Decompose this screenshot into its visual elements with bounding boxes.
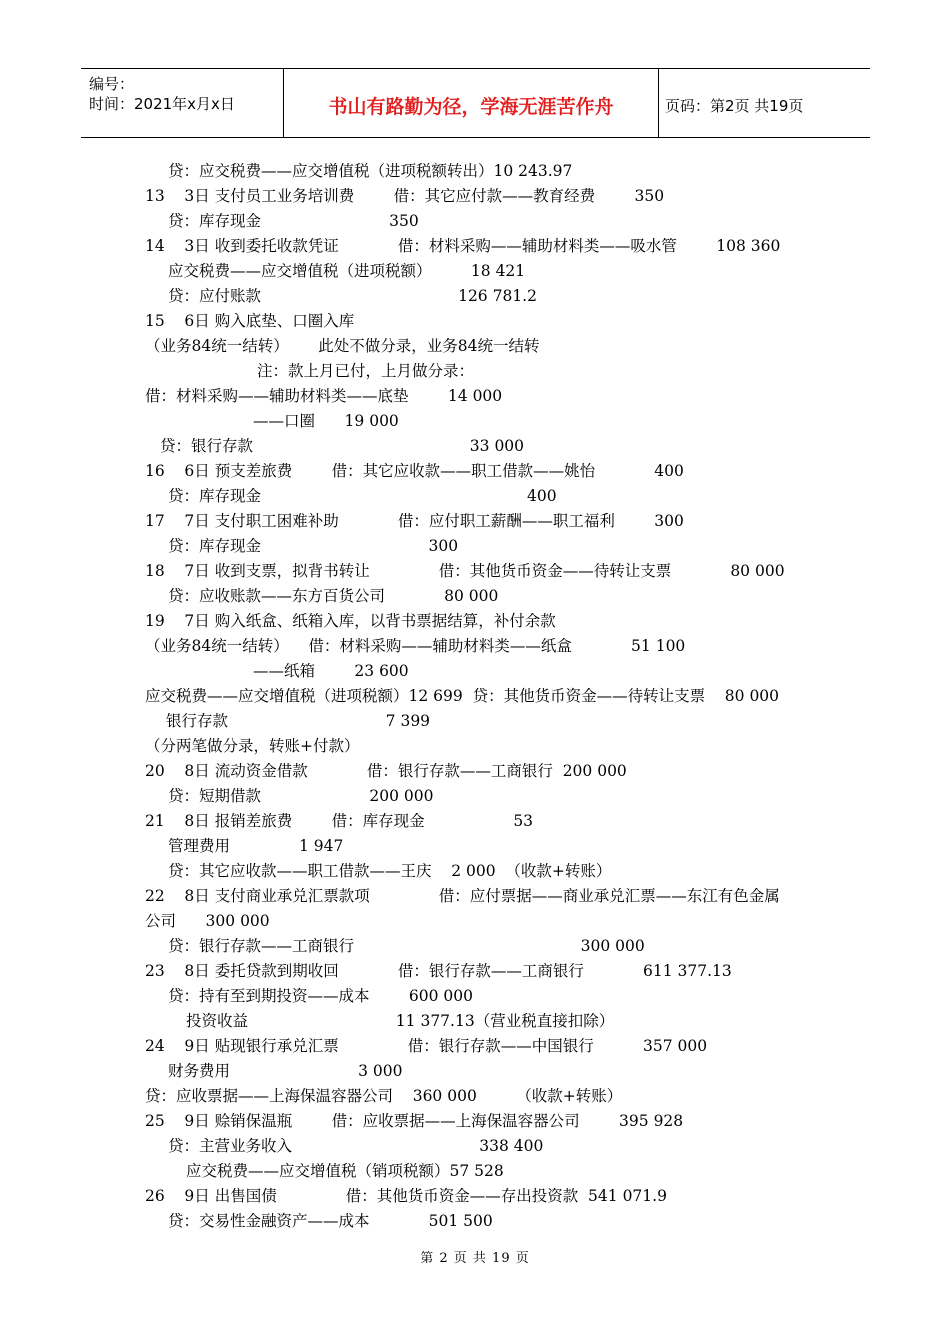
entry-line: 贷：其它应收款——职工借款——王庆 2 000 （收款+转账） — [168, 862, 612, 880]
entry-line: 20 8日 流动资金借款 借：银行存款——工商银行 200 000 — [145, 762, 627, 780]
entry-line: 借：材料采购——辅助材料类——底垫 14 000 — [145, 387, 503, 405]
header-motto-cell — [284, 69, 659, 137]
entry-line: 24 9日 贴现银行承兑汇票 借：银行存款——中国银行 357 000 — [145, 1037, 708, 1055]
entry-line: 贷：库存现金 300 — [168, 537, 459, 555]
entry-line: 19 7日 购入纸盒、纸箱入库，以背书票据结算，补付余款 — [145, 612, 556, 630]
page-footer: 第 2 页 共 19 页 — [420, 1251, 530, 1266]
page-number-label: 页码：第2页 共19页 — [665, 97, 804, 115]
entry-line: 应交税费——应交增值税（销项税额）57 528 — [186, 1162, 504, 1180]
entry-line: 公司 300 000 — [145, 912, 270, 930]
entry-line: 财务费用 3 000 — [168, 1062, 403, 1080]
entry-line: 26 9日 出售国债 借：其他货币资金——存出投资款 541 071.9 — [145, 1187, 667, 1205]
entry-line: 14 3日 收到委托收款凭证 借：材料采购——辅助材料类——吸水管 108 360 — [145, 237, 781, 255]
entry-line: （业务84统一结转） 借：材料采购——辅助材料类——纸盒 51 100 — [145, 637, 686, 655]
entry-line: （业务84统一结转） 此处不做分录，业务84统一结转 — [145, 337, 540, 355]
entry-line: 贷：银行存款——工商银行 300 000 — [168, 937, 645, 955]
entry-line: 应交税费——应交增值税（进项税额）12 699 贷：其他货币资金——待转让支票 80 000 — [145, 687, 780, 705]
entry-line: 投资收益 11 377.13（营业税直接扣除） — [186, 1012, 615, 1030]
entry-line: 21 8日 报销差旅费 借：库存现金 53 — [145, 812, 534, 830]
header-page-cell — [659, 69, 870, 137]
entry-line: （分两笔做分录，转账+付款） — [145, 737, 360, 755]
entry-line: 贷：持有至到期投资——成本 600 000 — [168, 987, 474, 1005]
entry-line: 13 3日 支付员工业务培训费 借：其它应付款——教育经费 350 — [145, 187, 665, 205]
entry-line: 贷：主营业务收入 338 400 — [168, 1137, 544, 1155]
entry-line: 贷：交易性金融资产——成本 501 500 — [168, 1212, 493, 1230]
entry-line: 贷：银行存款 33 000 — [160, 437, 525, 455]
entry-line: 贷：应收票据——上海保温容器公司 360 000 （收款+转账） — [145, 1087, 623, 1105]
entry-line: 17 7日 支付职工困难补助 借：应付职工薪酬——职工福利 300 — [145, 512, 684, 530]
entry-line: ——纸箱 23 600 — [253, 662, 409, 680]
entry-line: 贷：应收账款——东方百货公司 80 000 — [168, 587, 499, 605]
entry-line: 贷：库存现金 350 — [168, 212, 419, 230]
motto-text: 书山有路勤为径，学海无涯苦作舟 — [328, 96, 614, 118]
entry-line: 银行存款 7 399 — [166, 712, 431, 730]
entry-line: 22 8日 支付商业承兑汇票款项 借：应付票据——商业承兑汇票——东江有色金属 — [145, 887, 780, 905]
entry-line: 贷：短期借款 200 000 — [168, 787, 434, 805]
entry-line: ——口圈 19 000 — [253, 412, 399, 430]
entry-line: 23 8日 委托贷款到期收回 借：银行存款——工商银行 611 377.13 — [145, 962, 732, 980]
entry-line: 18 7日 收到支票，拟背书转让 借：其他货币资金——待转让支票 80 000 — [145, 562, 785, 580]
entry-line: 贷：应交税费——应交增值税（进项税额转出）10 243.97 — [168, 162, 573, 180]
entry-line: 25 9日 赊销保温瓶 借：应收票据——上海保温容器公司 395 928 — [145, 1112, 684, 1130]
entry-line: 管理费用 1 947 — [168, 837, 344, 855]
entry-line: 注：款上月已付，上月做分录： — [257, 362, 475, 380]
header-info-cell — [81, 69, 284, 137]
entry-line: 贷：应付账款 126 781.2 — [168, 287, 537, 305]
entry-line: 16 6日 预支差旅费 借：其它应收款——职工借款——姚怡 400 — [145, 462, 684, 480]
entry-line: 应交税费——应交增值税（进项税额） 18 421 — [168, 262, 526, 280]
entry-line: 15 6日 购入底垫、口圈入库 — [145, 312, 355, 330]
page-header — [81, 68, 870, 138]
document-date-label: 时间：2021年x月x日 — [89, 95, 235, 113]
entry-line: 贷：库存现金 400 — [168, 487, 557, 505]
document-number-label: 编号： — [89, 75, 135, 93]
